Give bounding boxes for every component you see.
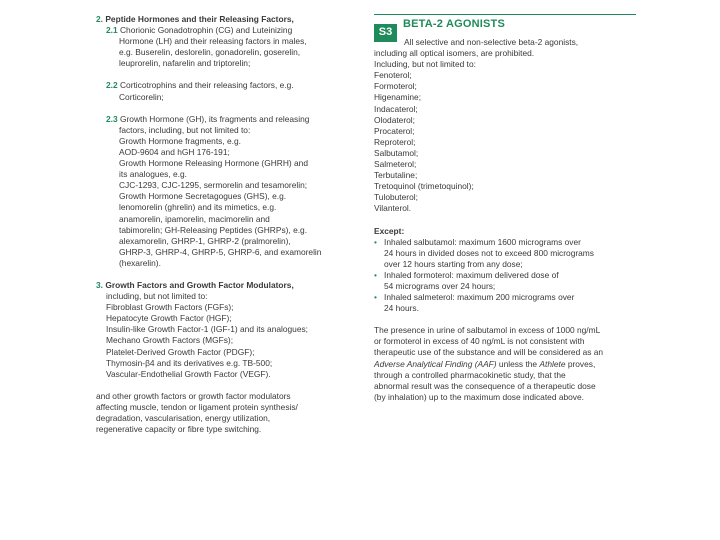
bullet-icon: • <box>374 292 377 303</box>
list-item: Fibroblast Growth Factors (FGFs); <box>106 302 234 313</box>
text-line: over 12 hours starting from any dose; <box>384 258 523 269</box>
text-line: Corticorelin; <box>119 91 164 102</box>
subsection-number: 2.3 <box>106 113 118 124</box>
substance-item: Fenoterol; <box>374 70 412 81</box>
text-line: lenomorelin (ghrelin) and its mimetics, e.g. <box>119 202 277 213</box>
text-line: CJC-1293, CJC-1295, sermorelin and tesamorelin; <box>119 180 308 191</box>
text-line: regenerative capacity or fibre type switching. <box>96 424 262 435</box>
text-line: or formoterol in excess of 40 ng/mL is not consistent with <box>374 336 585 347</box>
subsection-2-3 <box>96 114 360 125</box>
text-line: including, but not limited to: <box>106 291 208 302</box>
text-line: Growth Hormone (GH), its fragments and releasing <box>119 113 310 124</box>
exception-item <box>374 237 636 270</box>
list-item: Thymosin-β4 and its derivatives e.g. TB-500; <box>106 357 273 368</box>
bullet-icon: • <box>374 269 377 280</box>
text-line: Hormone (LH) and their releasing factors in males, <box>119 36 307 47</box>
text-line: GHRP-3, GHRP-4, GHRP-5, GHRP-6, and examorelin <box>119 246 322 257</box>
substance-item: Terbutaline; <box>374 170 418 181</box>
aaf-term: Adverse Analytical Finding (AAF) <box>374 358 497 369</box>
list-item: Vascular-Endothelial Growth Factor (VEGF). <box>106 368 271 379</box>
substance-item: Vilanterol. <box>374 203 412 214</box>
text-line: Growth Hormone fragments, e.g. <box>119 135 241 146</box>
text-line: leuprorelin, nafarelin and triptorelin; <box>119 58 251 69</box>
text-line: tabimorelin; GH-Releasing Peptides (GHRPs), e.g. <box>119 224 308 235</box>
section-badge: S3 <box>374 24 397 42</box>
left-column <box>96 14 360 435</box>
text-line: and other growth factors or growth factor modulators <box>96 390 291 401</box>
section-number: 3. <box>96 279 103 290</box>
substance-item: Reproterol; <box>374 136 416 147</box>
text-line: degradation, vascularisation, energy utilization, <box>96 413 271 423</box>
section-2-heading <box>96 14 360 25</box>
section-title: Growth Factors and Growth Factor Modulators, <box>105 279 294 290</box>
text-line: AOD-9604 and hGH 176-191; <box>119 146 230 157</box>
list-item: Insulin-like Growth Factor-1 (IGF-1) and its analogues; <box>106 324 309 335</box>
substance-item: Higenamine; <box>374 92 422 103</box>
section-3-heading <box>96 280 360 291</box>
text-line: therapeutic use of the substance and will be considered as an <box>374 347 604 358</box>
substance-item: Formoterol; <box>374 81 417 92</box>
text-line: affecting muscle, tendon or ligament protein synthesis/ <box>96 401 298 412</box>
subsection-number: 2.2 <box>106 80 118 91</box>
substance-item: Procaterol; <box>374 125 415 136</box>
list-item: Platelet-Derived Growth Factor (PDGF); <box>106 346 255 357</box>
substance-item: Salbutamol; <box>374 147 419 158</box>
text-line: Growth Hormone Secretagogues (GHS), e.g. <box>119 191 287 202</box>
athlete-term: Athlete <box>539 358 566 369</box>
text-line: through a controlled pharmacokinetic study, that the <box>374 369 566 380</box>
text-line: (hexarelin). <box>119 257 161 268</box>
text-line: e.g. Buserelin, deslorelin, gonadorelin, goserelin, <box>119 47 301 58</box>
substance-item: Tretoquinol (trimetoquinol); <box>374 181 474 192</box>
list-item: Mechano Growth Factors (MGFs); <box>106 335 234 346</box>
exception-item <box>374 292 636 314</box>
substance-item: Olodaterol; <box>374 114 415 125</box>
subsection-2-1 <box>96 25 360 36</box>
text-fragment: unless the <box>496 358 540 369</box>
subsection-2-2 <box>96 80 360 91</box>
list-item: Hepatocyte Growth Factor (HGF); <box>106 313 232 324</box>
text-line: Inhaled formoterol: maximum delivered dose of <box>384 269 559 280</box>
right-column <box>374 14 636 403</box>
section-title: Peptide Hormones and their Releasing Factors, <box>105 14 294 24</box>
text-fragment: proves, <box>565 358 596 369</box>
text-line: 24 hours. <box>384 303 419 314</box>
text-line: The presence in urine of salbutamol in excess of 1000 ng/mL <box>374 325 601 336</box>
except-heading: Except: <box>374 225 405 236</box>
section-title: BETA-2 AGONISTS <box>403 18 506 30</box>
subsection-number: 2.1 <box>106 25 118 36</box>
text-line: factors, including, but not limited to: <box>119 124 251 135</box>
text-line: abnormal result was the consequence of a therapeutic dose <box>374 380 596 391</box>
text-line: Chorionic Gonadotrophin (CG) and Luteinizing <box>119 25 293 36</box>
substance-item: Indacaterol; <box>374 103 418 114</box>
text-line: Inhaled salmeterol: maximum 200 micrograms over <box>384 292 575 303</box>
substance-item: Salmeterol; <box>374 159 417 170</box>
text-line: 24 hours in divided doses not to exceed 800 micrograms <box>384 247 594 258</box>
text-line: alexamorelin, GHRP-1, GHRP-2 (pralmorelin), <box>119 235 291 246</box>
substance-item: Tulobuterol; <box>374 192 418 203</box>
section-number: 2. <box>96 14 103 24</box>
text-line: anamorelin, ipamorelin, macimorelin and <box>119 213 270 224</box>
exception-item <box>374 270 636 292</box>
text-line <box>374 359 636 370</box>
text-line: All selective and non-selective beta-2 agonists, <box>404 37 579 47</box>
text-line: including all optical isomers, are prohibited. <box>374 48 535 59</box>
text-line: its analogues, e.g. <box>119 169 187 180</box>
bullet-icon: • <box>374 236 377 247</box>
text-line: (by inhalation) up to the maximum dose indicated above. <box>374 391 584 402</box>
text-line: Including, but not limited to: <box>374 59 476 70</box>
text-line: Corticotrophins and their releasing factors, e.g. <box>119 80 294 91</box>
text-line: Growth Hormone Releasing Hormone (GHRH) and <box>119 158 308 169</box>
text-line: Inhaled salbutamol: maximum 1600 micrograms over <box>384 236 581 247</box>
text-line: 54 micrograms over 24 hours; <box>384 280 496 291</box>
